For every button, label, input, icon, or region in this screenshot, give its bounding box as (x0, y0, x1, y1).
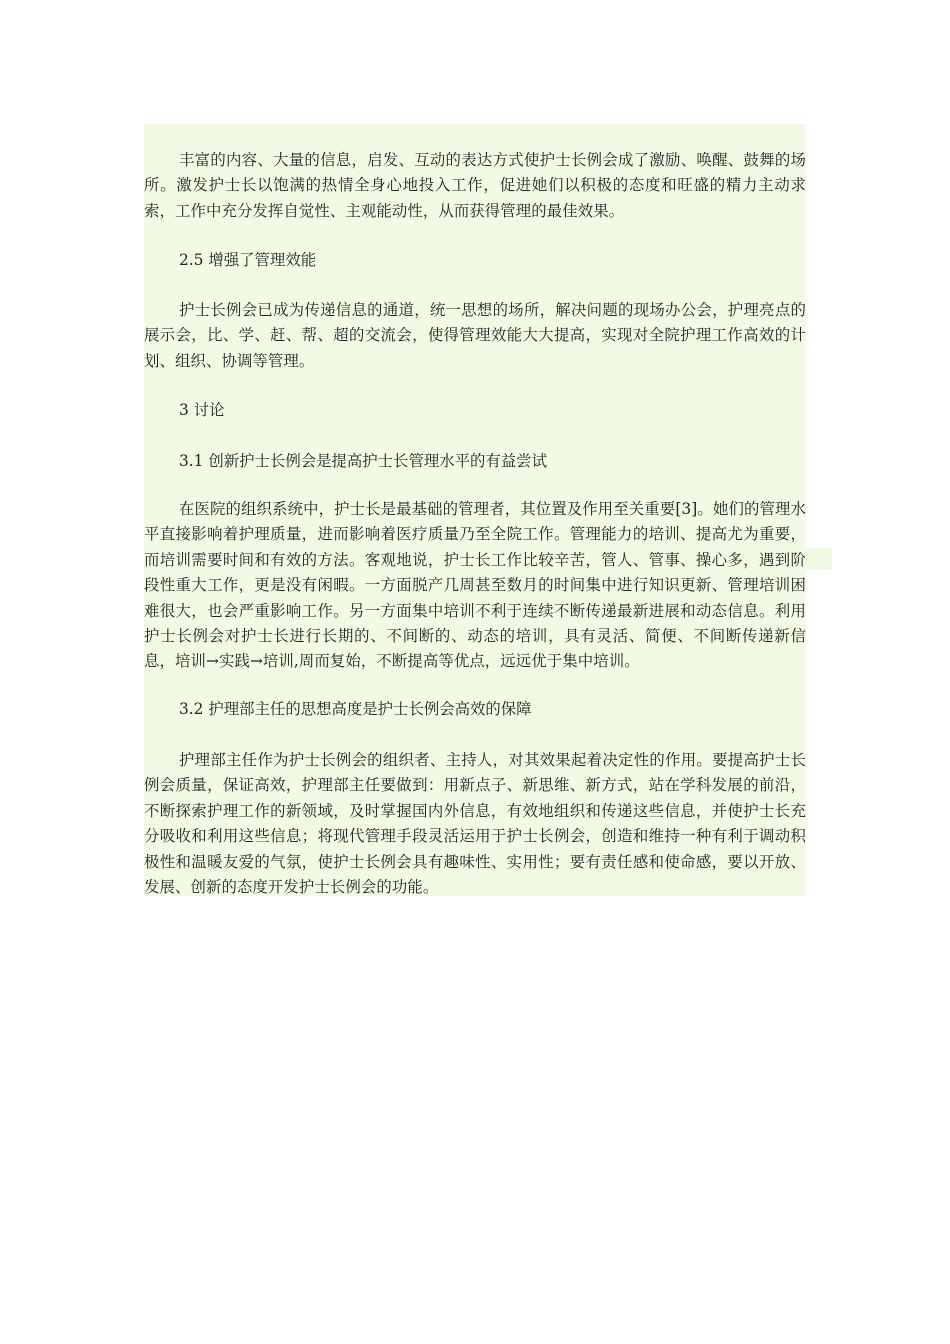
section-heading-2-5: 2.5 增强了管理效能 (179, 251, 317, 269)
section-heading-3-1: 3.1 创新护士长例会是提高护士长管理水平的有益尝试 (179, 452, 547, 470)
document-text-block (144, 124, 806, 896)
highlight-overflow (806, 548, 832, 570)
section-heading-3-2: 3.2 护理部主任的思想高度是护士长例会高效的保障 (179, 700, 532, 718)
paragraph-motivation: 丰富的内容、大量的信息，启发、互动的表达方式使护士长例会成了激励、唤醒、鼓舞的场所。激发护士长以饱满的热情全身心地投入工作，促进她们以积极的态度和旺盛的精力主动求索，工作中充分发挥自觉性、主观能动性，从而获得管理的最佳效果。 (144, 151, 806, 220)
section-heading-3: 3 讨论 (179, 401, 225, 419)
paragraph-training: 在医院的组织系统中，护士长是最基础的管理者，其位置及作用至关重要[3]。她们的管理水平直接影响着护理质量，进而影响着医疗质量乃至全院工作。管理能力的培训、提高尤为重要，而培训需要时间和有效的方法。客观地说，护士长工作比较辛苦，管人、管事、操心多，遇到阶段性重大工作，更是没有闲暇。一方面脱产几周甚至数月的时间集中进行知识更新、管理培训困难很大，也会严重影响工作。另一方面集中培训不利于连续不断传递最新进展和动态信息。利用护士长例会对护士长进行长期的、不间断的、动态的培训，具有灵活、简便、不间断传递新信息，培训→实践→培训,周而复始，不断提高等优点，远远优于集中培训。 (144, 500, 806, 671)
paragraph-management-efficiency: 护士长例会已成为传递信息的通道，统一思想的场所，解决问题的现场办公会，护理亮点的展示会，比、学、赶、帮、超的交流会，使得管理效能大大提高，实现对全院护理工作高效的计划、组织、协调等管理。 (144, 301, 806, 370)
paragraph-director-role: 护理部主任作为护士长例会的组织者、主持人，对其效果起着决定性的作用。要提高护士长例会质量，保证高效，护理部主任要做到：用新点子、新思维、新方式，站在学科发展的前沿，不断探索护理工作的新领域，及时掌握国内外信息，有效地组织和传递这些信息，并使护士长充分吸收和利用这些信息；将现代管理手段灵活运用于护士长例会，创造和维持一种有利于调动积极性和温暖友爱的气氛，使护士长例会具有趣味性、实用性；要有责任感和使命感，要以开放、发展、创新的态度开发护士长例会的功能。 (144, 751, 806, 897)
